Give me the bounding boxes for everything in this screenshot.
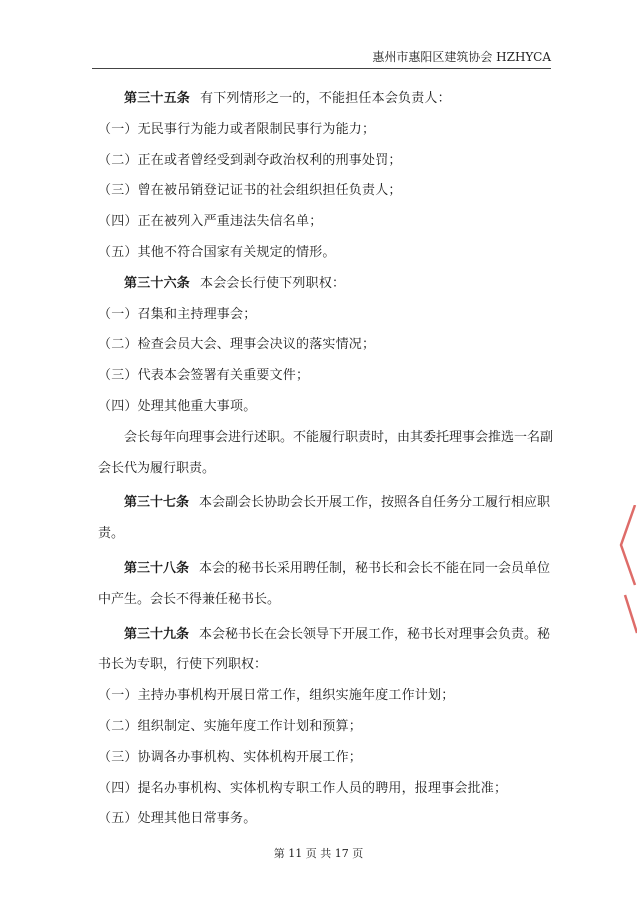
- list-item: （二）正在或者曾经受到剥夺政治权利的刑事处罚；: [98, 152, 402, 168]
- article-text: 有下列情形之一的，不能担任本会负责人：: [200, 91, 451, 106]
- article-label: 第三十八条: [124, 560, 190, 576]
- list-item: （一）无民事行为能力或者限制民事行为能力；: [98, 121, 376, 137]
- list-item: （五）处理其他日常事务。: [98, 811, 257, 827]
- seal-edge-icon: [615, 505, 637, 635]
- page-number: 第 11 页 共 17 页: [273, 847, 364, 860]
- article-36-note: 会长每年向理事会进行述职。不能履行职责时，由其委托理事会推选一名副会长代为履行职责。: [98, 429, 554, 476]
- header-rule: [92, 68, 551, 69]
- article-37: [98, 488, 553, 550]
- list-item: （三）曾在被吊销登记证书的社会组织担任负责人；: [98, 183, 402, 199]
- article-38: [98, 554, 553, 616]
- article-label: 第三十七条: [124, 495, 190, 511]
- list-item: （三）协调各办事机构、实体机构开展工作；: [98, 749, 363, 765]
- article-text: 本会秘书长在会长领导下开展工作，秘书长对理事会负责。秘书长为专职，行使下列职权：: [98, 626, 551, 673]
- article-text: 本会会长行使下列职权：: [200, 275, 346, 291]
- list-item: （二）组织制定、实施年度工作计划和预算；: [98, 718, 363, 734]
- list-item: （四）正在被列入严重违法失信名单；: [98, 214, 323, 230]
- article-label: 第三十五条: [124, 91, 191, 106]
- list-item: （二）检查会员大会、理事会决议的落实情况；: [98, 337, 376, 353]
- article-36-heading: [98, 269, 553, 300]
- article-label: 第三十九条: [124, 626, 190, 642]
- article-label: 第三十六条: [124, 275, 191, 291]
- document-body: [98, 84, 553, 835]
- article-text: 本会的秘书长采用聘任制，秘书长和会长不能在同一会员单位中产生。会长不得兼任秘书长。: [98, 560, 551, 607]
- list-item: （一）召集和主持理事会；: [98, 306, 257, 322]
- article-39: [98, 620, 553, 682]
- document-header: 惠州市惠阳区建筑协会 HZHYCA: [372, 50, 551, 64]
- list-item: （五）其他不符合国家有关规定的情形。: [98, 244, 336, 260]
- list-item: （四）提名办事机构、实体机构专职工作人员的聘用，报理事会批准；: [98, 780, 508, 796]
- seal-stamp-icon: [621, 290, 637, 490]
- article-35-heading: [98, 84, 553, 115]
- list-item: （四）处理其他重大事项。: [98, 398, 257, 414]
- article-text: 本会副会长协助会长开展工作，按照各自任务分工履行相应职责。: [98, 495, 551, 542]
- list-item: （一）主持办事机构开展日常工作，组织实施年度工作计划；: [98, 688, 455, 704]
- list-item: （三）代表本会签署有关重要文件；: [98, 368, 310, 384]
